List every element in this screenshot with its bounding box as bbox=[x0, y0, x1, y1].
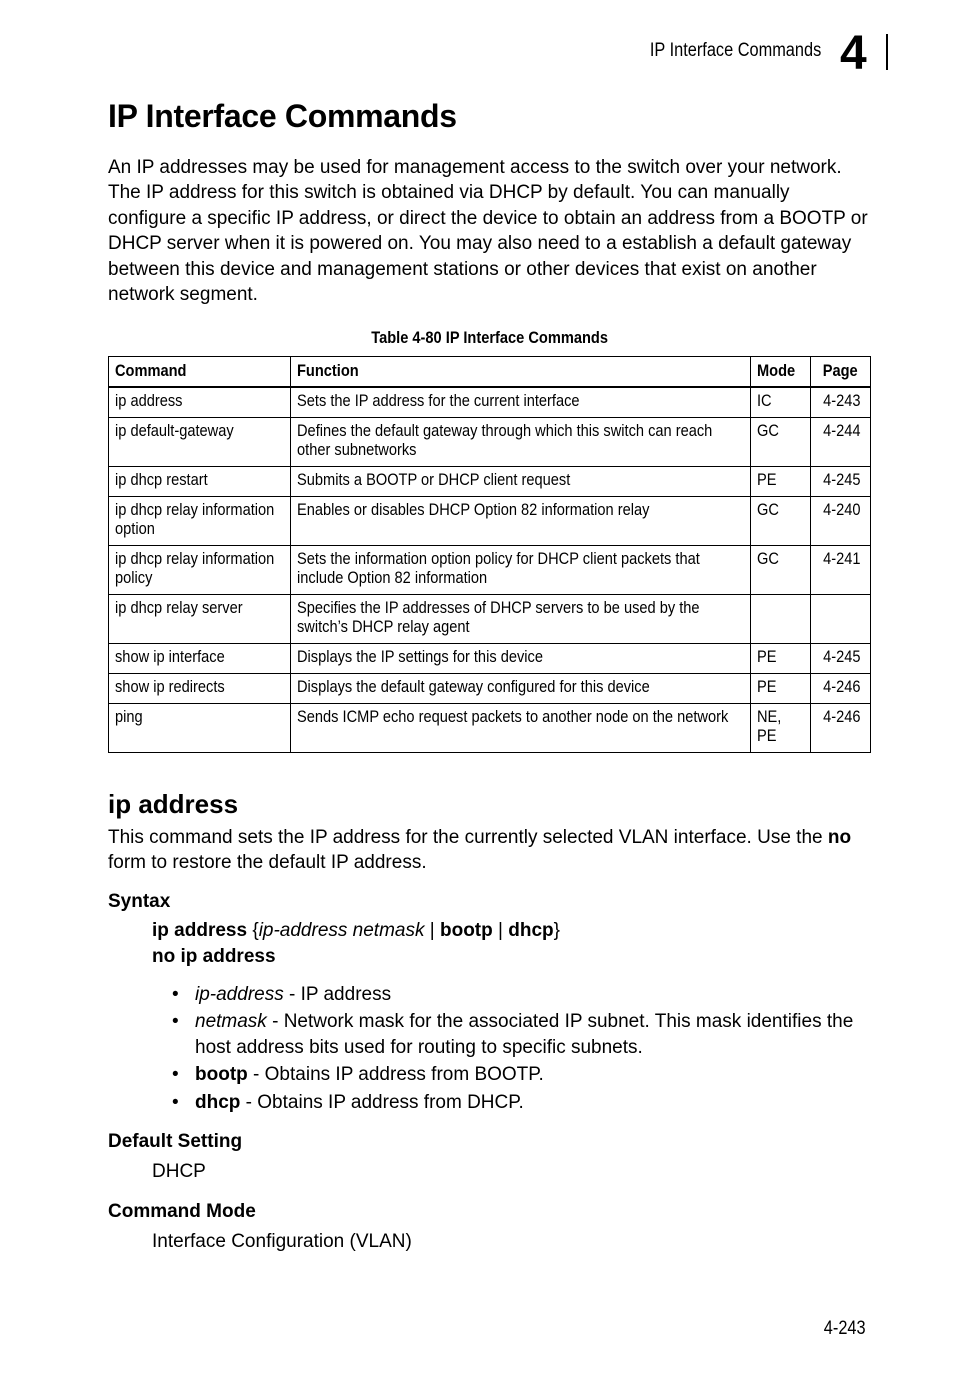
cell-command: show ip interface bbox=[109, 644, 291, 674]
table-row bbox=[109, 595, 871, 644]
command-mode-heading: Command Mode bbox=[108, 1201, 256, 1222]
cell-function: Sets the IP address for the current interface bbox=[291, 387, 751, 418]
table-header-row bbox=[109, 357, 871, 388]
cell-page: 4-243 bbox=[811, 387, 871, 418]
default-setting-heading: Default Setting bbox=[108, 1131, 243, 1152]
table-caption: Table 4-80 IP Interface Commands bbox=[371, 328, 609, 347]
cell-command: ping bbox=[109, 704, 291, 753]
cell-mode: PE bbox=[751, 467, 811, 497]
cell-command: ip address bbox=[109, 387, 291, 418]
header-function: Function bbox=[291, 357, 751, 388]
running-header bbox=[0, 27, 954, 80]
section-title: ip address bbox=[108, 789, 239, 819]
cell-mode: PE bbox=[751, 674, 811, 704]
table-row bbox=[109, 418, 871, 467]
cell-command: ip default-gateway bbox=[109, 418, 291, 467]
parameter-list bbox=[152, 982, 872, 1117]
chapter-number: 4 bbox=[840, 27, 867, 80]
header-command: Command bbox=[109, 357, 291, 388]
intro-paragraph: An IP addresses may be used for management access to the switch over your network. The IP address for this switch is obtained via DHCP by default. You can manually configure a specific IP address, or direct the device to obtain an address from a BOOTP or DHCP server when it is powered on. You may also need to a establish a default gateway between this device and management stations or other devices that exist on another network segment. bbox=[108, 157, 868, 306]
page-title: IP Interface Commands bbox=[108, 98, 457, 134]
section-description: This command sets the IP address for the currently selected VLAN interface. Use the no form to restore the default IP address. bbox=[108, 827, 852, 874]
page-number: 4-243 bbox=[824, 1318, 866, 1339]
cell-mode: GC bbox=[751, 418, 811, 467]
cell-function: Submits a BOOTP or DHCP client request bbox=[291, 467, 751, 497]
cell-function: Displays the default gateway configured for this device bbox=[291, 674, 751, 704]
cell-function: Enables or disables DHCP Option 82 information relay bbox=[291, 497, 751, 546]
list-item: • dhcp - Obtains IP address from DHCP. bbox=[152, 1090, 872, 1115]
cell-command: ip dhcp relay information policy bbox=[109, 546, 291, 595]
table-row bbox=[109, 467, 871, 497]
cell-function: Defines the default gateway through which this switch can reach other subnetworks bbox=[291, 418, 751, 467]
cell-page: 4-240 bbox=[811, 497, 871, 546]
list-item: • ip-address - IP address bbox=[152, 982, 872, 1007]
table-row bbox=[109, 387, 871, 418]
cell-page: 4-246 bbox=[811, 704, 871, 753]
list-item: • bootp - Obtains IP address from BOOTP. bbox=[152, 1062, 872, 1087]
table-row bbox=[109, 704, 871, 753]
cell-mode: PE bbox=[751, 644, 811, 674]
cell-command: ip dhcp relay server bbox=[109, 595, 291, 644]
table-row bbox=[109, 674, 871, 704]
header-title: IP Interface Commands bbox=[649, 40, 821, 61]
cell-command: show ip redirects bbox=[109, 674, 291, 704]
cell-page: 4-245 bbox=[811, 467, 871, 497]
cell-mode: GC bbox=[751, 497, 811, 546]
header-mode: Mode bbox=[751, 357, 811, 388]
default-setting-value: DHCP bbox=[152, 1161, 206, 1182]
cell-mode: NE, PE bbox=[751, 704, 811, 753]
cell-page: 4-241 bbox=[811, 546, 871, 595]
cell-mode: GC bbox=[751, 546, 811, 595]
chapter-rule bbox=[886, 34, 888, 70]
cell-page: 4-245 bbox=[811, 644, 871, 674]
cell-mode: IC bbox=[751, 387, 811, 418]
syntax-heading: Syntax bbox=[108, 891, 171, 912]
syntax-no-form: no ip address bbox=[152, 946, 276, 967]
cell-function: Specifies the IP addresses of DHCP servers to be used by the switch’s DHCP relay agent bbox=[291, 595, 751, 644]
cell-page: 4-246 bbox=[811, 674, 871, 704]
list-item: • netmask - Network mask for the associated IP subnet. This mask identifies the host address bits used for routing to specific subnets. bbox=[152, 1009, 872, 1060]
table-row bbox=[109, 644, 871, 674]
command-mode-value: Interface Configuration (VLAN) bbox=[152, 1231, 412, 1252]
syntax-command: ip address {ip-address netmask | bootp | dhcp} bbox=[152, 920, 560, 941]
cell-function: Sends ICMP echo request packets to another node on the network bbox=[291, 704, 751, 753]
no-keyword: no bbox=[827, 827, 852, 848]
cell-command: ip dhcp relay information option bbox=[109, 497, 291, 546]
ip-interface-commands-table bbox=[108, 356, 871, 753]
cell-command: ip dhcp restart bbox=[109, 467, 291, 497]
cell-function: Sets the information option policy for DHCP client packets that include Option 82 information bbox=[291, 546, 751, 595]
cell-mode bbox=[751, 595, 811, 644]
cell-page bbox=[811, 595, 871, 644]
header-page: Page bbox=[811, 357, 871, 388]
table-row bbox=[109, 497, 871, 546]
cell-page: 4-244 bbox=[811, 418, 871, 467]
cell-function: Displays the IP settings for this device bbox=[291, 644, 751, 674]
table-row bbox=[109, 546, 871, 595]
